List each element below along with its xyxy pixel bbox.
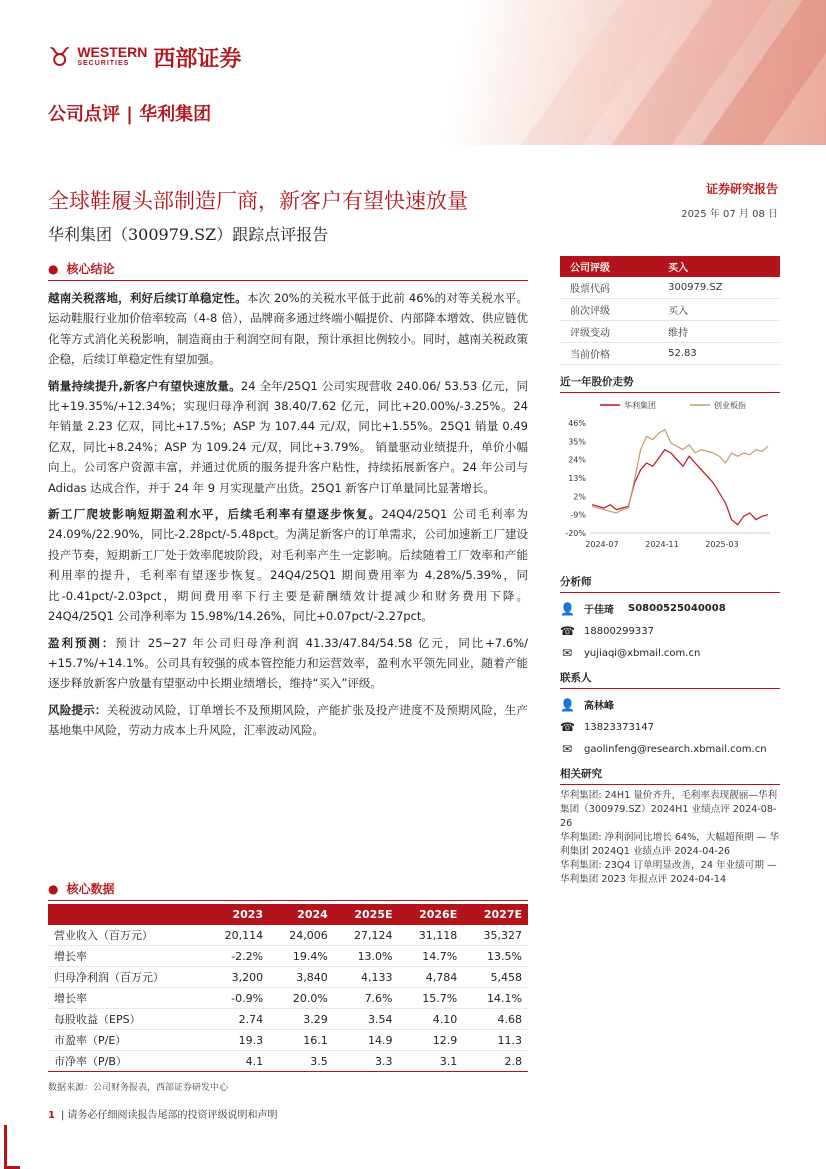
logo-cn: 西部证券: [153, 47, 242, 72]
contact-heading: 联系人: [560, 670, 780, 689]
table-cell: 20,114: [204, 925, 269, 946]
table-cell: 14.7%: [399, 946, 464, 967]
table-cell: 市净率（P/B）: [48, 1051, 204, 1072]
table-cell: 13.0%: [334, 946, 399, 967]
table-cell: 市盈率（P/E）: [48, 1030, 204, 1051]
phone-icon: ☎: [560, 720, 575, 734]
disclaimer: | 请务必仔细阅读报告尾部的投资评级说明和声明: [60, 1110, 278, 1121]
page-number: 1: [48, 1110, 55, 1121]
y-tick-label: 2%: [573, 492, 586, 502]
paragraph: 风险提示：关税波动风险，订单增长不及预期风险，产能扩张及投产进度不及预期风险，生产基地集中风险，劳动力成本上升风险，汇率波动风险。: [48, 702, 528, 738]
email-icon: ✉: [561, 646, 573, 660]
y-tick-label: -20%: [565, 529, 586, 538]
company-logo: [48, 42, 241, 73]
related-link[interactable]: 华利集团: 23Q4 订单明显改善，24 年业绩可期 —华利集团 2023 年报点评 2024-04-14: [560, 860, 777, 885]
y-tick-label: 46%: [568, 419, 586, 428]
logo-en-sub: SECURITIES: [77, 59, 130, 67]
core-data-table: [48, 904, 528, 1072]
email-icon: ✉: [561, 742, 573, 756]
table-cell: 3.29: [269, 1009, 334, 1030]
series-line: [592, 430, 768, 513]
section-heading-core-data: ● 核心数据: [48, 880, 528, 901]
related-heading: 相关研究: [560, 766, 780, 785]
table-cell: 3.54: [334, 1009, 399, 1030]
logo-en: WESTERN: [77, 43, 148, 60]
page-title: 全球鞋履头部制造厂商，新客户有望快速放量: [48, 189, 468, 213]
legend-label: 华利集团: [624, 401, 656, 410]
table-row: [48, 1009, 528, 1030]
table-cell: 4.10: [399, 1009, 464, 1030]
report-category: 公司点评 | 华利集团: [48, 104, 212, 125]
corner-decoration: [4, 1125, 20, 1169]
page-subtitle: 华利集团（300979.SZ）跟踪点评报告: [48, 225, 329, 244]
table-cell: 27,124: [334, 925, 399, 946]
table-cell: 2.8: [463, 1051, 528, 1072]
table-row: [48, 988, 528, 1009]
y-tick-label: -9%: [570, 510, 586, 520]
paragraph: 新工厂爬坡影响短期盈利水平，后续毛利率有望逐步恢复。24Q4/25Q1 公司毛利率为 24.09%/22.90%，同比-2.28pct/-5.48pct。为满足新客户的订单需求，公司加速新工厂建设投产节奏，短期新工厂处于效率爬坡阶段，对毛利率产生一定影响。后续随着工厂效率和产能利用率的提升，毛利率有望逐步恢复。24Q4/25Q1 期间费用率为 4.28%/5.39%，同比-0.41pct/-2.03pct，期间费用率下行主要是薪酬绩效计提减少和财务费用下降。24Q4/25Q1 公司净利率为 15.98%/14.26%，同比+0.07pct/-2.27pct。: [48, 507, 528, 624]
table-cell: 3,840: [269, 967, 334, 988]
table-cell: 4,133: [334, 967, 399, 988]
table-cell: -2.2%: [204, 946, 269, 967]
table-cell: 3,200: [204, 967, 269, 988]
contact-panel: [560, 670, 780, 756]
x-tick-label: 2025-03: [705, 540, 739, 549]
table-cell: 24,006: [269, 925, 334, 946]
table-header-row: 2023 2024 2025E 2026E 2027E: [48, 904, 528, 925]
y-tick-label: 35%: [568, 437, 586, 447]
report-type: 证券研究报告: [705, 182, 778, 196]
related-link[interactable]: 华利集团: 24H1 量价齐升，毛利率表现靓丽—华利集团（300979.SZ）2024H1 业绩点评 2024-08-26: [560, 790, 778, 829]
table-cell: 每股收益（EPS）: [48, 1009, 204, 1030]
table-cell: 4.68: [463, 1009, 528, 1030]
contact-name: 高林峰: [584, 701, 614, 712]
analyst-heading: 分析师: [560, 574, 780, 593]
table-cell: 19.4%: [269, 946, 334, 967]
table-cell: 4,784: [399, 967, 464, 988]
series-line: [592, 450, 768, 525]
table-cell: 12.9: [399, 1030, 464, 1051]
x-tick-label: 2024-11: [645, 540, 679, 549]
phone-icon: ☎: [560, 624, 575, 638]
table-cell: 13.5%: [463, 946, 528, 967]
table-cell: 2.74: [204, 1009, 269, 1030]
table-row: 评级变动 维持: [560, 321, 780, 343]
paragraph: 越南关税落地，利好后续订单稳定性。本次 20%的关税水平低于此前 46%的对等关税水平。运动鞋服行业加价倍率较高（4-8 倍），品牌商多通过终端小幅提价、内部降本增效、供应链优化等方式消化关税影响，制造商由于利润空间有限，预计承担比例较小。同时，越南关税政策企稳，后续订单稳定性有望加强。: [48, 291, 528, 367]
table-cell: -0.9%: [204, 988, 269, 1009]
person-icon: 👤: [560, 601, 575, 616]
table-row: 前次评级 买入: [560, 299, 780, 321]
conclusion-body: [48, 288, 528, 747]
legend-label: 创业板指: [714, 401, 746, 410]
related-link[interactable]: 华利集团: 净利润同比增长 64%，大幅超预期 — 华利集团 2024Q1 业绩点评 2024-04-26: [560, 832, 780, 857]
rating-panel: [560, 256, 780, 365]
table-cell: 16.1: [269, 1030, 334, 1051]
table-cell: 31,118: [399, 925, 464, 946]
table-cell: 3.5: [269, 1051, 334, 1072]
table-cell: 归母净利润（百万元）: [48, 967, 204, 988]
analyst-license: S0800525040008: [628, 603, 726, 614]
data-source: 数据来源：公司财务报表，西部证券研发中心: [48, 1083, 229, 1093]
table-cell: 35,327: [463, 925, 528, 946]
table-cell: 4.1: [204, 1051, 269, 1072]
price-chart-heading: 近一年股价走势: [560, 374, 780, 393]
table-row: 当前价格 52.83: [560, 343, 780, 365]
table-cell: 7.6%: [334, 988, 399, 1009]
section-heading-conclusion: ● 核心结论: [48, 260, 528, 281]
page-footer: [48, 1106, 278, 1121]
paragraph: 盈利预测：预计 25~27 年公司归母净利润 41.33/47.84/54.58 亿元，同比+7.6%/ +15.7%/+14.1%。公司具有较强的成本管控能力和运营效率，盈利水平领先同业，随着产能逐步释放新客户放量有望驱动中长期业绩增长，维持“买入”评级。: [48, 635, 529, 691]
table-cell: 增长率: [48, 988, 204, 1009]
y-tick-label: 24%: [568, 455, 586, 465]
analyst-name: 于佳琦: [584, 605, 614, 616]
bullet-icon: ●: [48, 882, 59, 896]
table-row: [48, 946, 528, 967]
table-cell: 20.0%: [269, 988, 334, 1009]
analyst-email[interactable]: yujiaqi@xbmail.com.cn: [584, 647, 701, 659]
table-cell: 19.3: [204, 1030, 269, 1051]
table-cell: 增长率: [48, 946, 204, 967]
y-tick-label: 13%: [568, 474, 586, 483]
related-research: [560, 766, 780, 887]
table-cell: 14.9: [334, 1030, 399, 1051]
analyst-panel: [560, 574, 780, 660]
price-chart-panel: [560, 374, 780, 556]
table-row: [48, 967, 528, 988]
analyst-phone: 18800299337: [584, 625, 654, 637]
person-icon: 👤: [560, 697, 575, 712]
rating-table: [560, 256, 780, 365]
table-row: [48, 1051, 528, 1072]
table-row: 股票代码 300979.SZ: [560, 277, 780, 299]
rating-value: 买入: [658, 256, 780, 277]
table-cell: 营业收入（百万元）: [48, 925, 204, 946]
table-cell: 5,458: [463, 967, 528, 988]
table-cell: 11.3: [463, 1030, 528, 1051]
table-cell: 3.3: [334, 1051, 399, 1072]
x-tick-label: 2024-07: [585, 540, 619, 549]
report-date: 2025 年 07 月 08 日: [681, 209, 778, 220]
price-chart: [560, 393, 780, 553]
bullet-icon: ●: [48, 262, 59, 276]
rating-label: 公司评级: [560, 256, 658, 277]
contact-phone: 13823373147: [584, 721, 654, 733]
table-cell: 15.7%: [399, 988, 464, 1009]
table-cell: 3.1: [399, 1051, 464, 1072]
table-cell: 14.1%: [463, 988, 528, 1009]
header-banner: [0, 0, 826, 145]
table-row: [48, 1030, 528, 1051]
table-row: [48, 925, 528, 946]
contact-email[interactable]: gaolinfeng@research.xbmail.com.cn: [584, 743, 767, 755]
bull-logo-icon: ♉: [48, 42, 72, 73]
paragraph: 销量持续提升,新客户有望快速放量。24 全年/25Q1 公司实现营收 240.06/ 53.53 亿元，同比+19.35%/+12.34%；实现归母净利润 38.40/7.62 亿元，同比+20.00%/-3.25%。24 年销量 2.23 亿双，同比+17.5%；ASP 为 107.44 元/双，同比+1.55%。25Q1 销量 0.49 亿双，同比+8.24%；ASP 为 109.24 元/双，同比+3.79%。 销量驱动业绩提升，单价小幅向上。公司客户资源丰富，并通过优质的服务提升客户粘性，持续拓展新客户。24 年公司与 Adidas 达成合作，并于 24 年 9 月实现量产出货。25Q1 新客户订单量同比显著增长。: [48, 378, 528, 495]
